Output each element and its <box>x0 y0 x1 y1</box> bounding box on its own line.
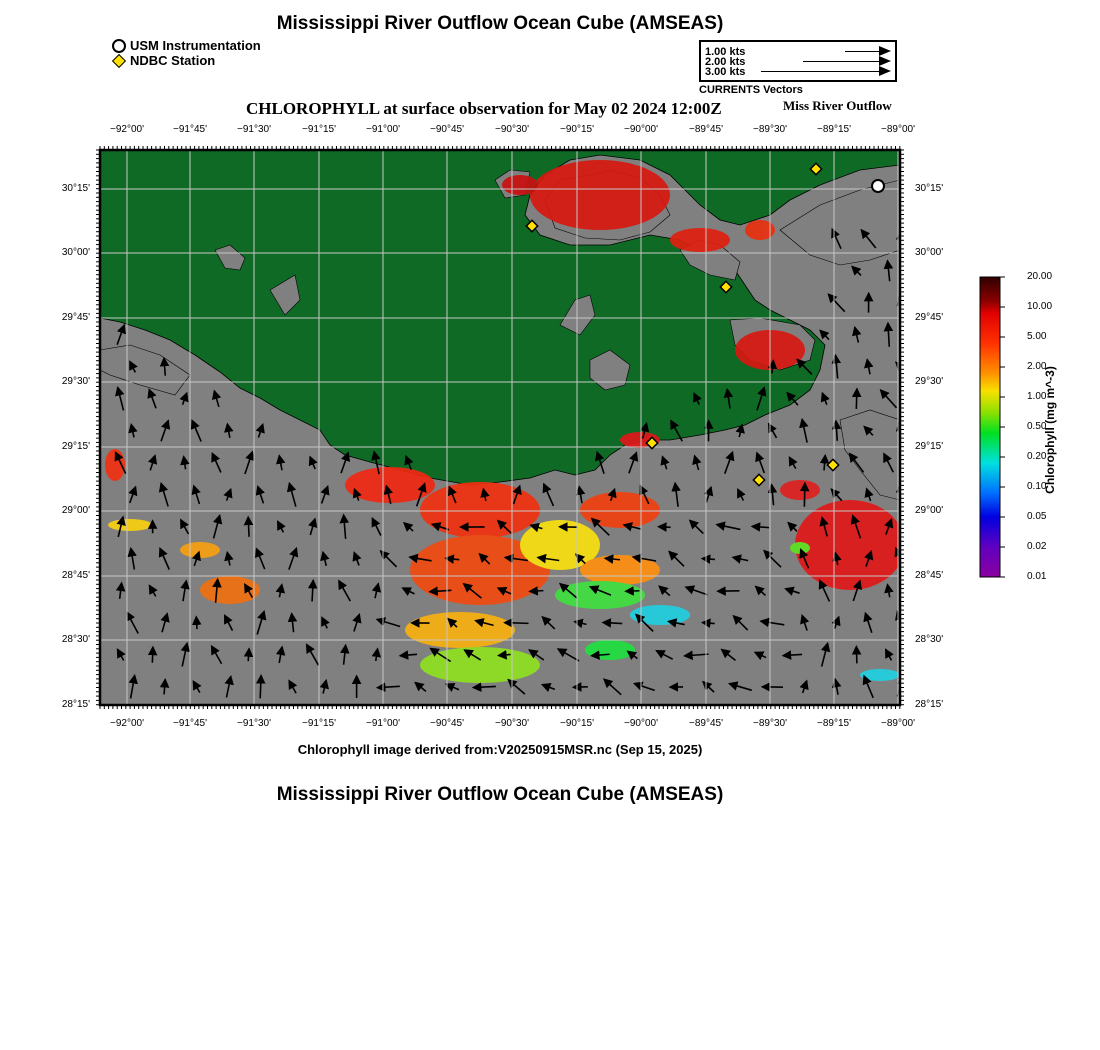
lon-tick-label: −89°00' <box>881 718 915 729</box>
second-title: Mississippi River Outflow Ocean Cube (AMSEAS) <box>276 784 724 805</box>
lat-tick-label: 29°15' <box>915 441 944 452</box>
colorbar-tick-label: 0.05 <box>1027 511 1047 522</box>
lat-tick-label: 30°00' <box>915 247 944 258</box>
lon-tick-label: −90°00' <box>624 124 658 135</box>
lat-tick-label: 29°45' <box>915 312 944 323</box>
colorbar-tick-label: 0.50 <box>1027 421 1047 432</box>
lon-tick-label: −92°00' <box>110 124 144 135</box>
lon-tick-label: −91°45' <box>173 718 207 729</box>
map-right-label: Miss River Outflow <box>783 98 892 113</box>
lat-tick-label: 28°45' <box>61 570 90 581</box>
lon-tick-label: −90°00' <box>624 718 658 729</box>
lat-tick-label: 28°15' <box>915 699 944 710</box>
lon-tick-label: −89°15' <box>817 718 851 729</box>
lon-tick-label: −89°45' <box>689 124 723 135</box>
image-source: Chlorophyll image derived from:V20250915MSR.nc (Sep 15, 2025) <box>297 742 703 757</box>
colorbar-tick-label: 10.00 <box>1027 301 1053 312</box>
lat-tick-label: 28°15' <box>61 699 90 710</box>
colorbar-tick-label: 0.01 <box>1027 571 1047 582</box>
lat-tick-label: 29°30' <box>915 376 944 387</box>
colorbar-tick-label: 20.00 <box>1027 271 1053 282</box>
lon-tick-label: −91°00' <box>366 124 400 135</box>
lon-tick-label: −91°15' <box>302 718 336 729</box>
vector-scale-2: 2.00 kts <box>705 56 746 68</box>
lon-tick-label: −91°45' <box>173 124 207 135</box>
lat-tick-label: 30°15' <box>61 183 90 194</box>
lat-tick-label: 28°30' <box>61 634 90 645</box>
lat-tick-label: 29°15' <box>61 441 90 452</box>
map-subtitle: CHLOROPHYLL at surface observation for May 02 2024 12:00Z <box>246 99 722 118</box>
lon-tick-label: −91°30' <box>237 124 271 135</box>
lon-tick-label: −90°15' <box>560 124 594 135</box>
usm-station[interactable] <box>872 180 884 192</box>
colorbar-tick-label: 2.00 <box>1027 361 1047 372</box>
lon-tick-label: −89°15' <box>817 124 851 135</box>
colorbar-tick-label: 5.00 <box>1027 331 1047 342</box>
vector-scale-3: 3.00 kts <box>705 66 746 78</box>
lat-tick-label: 29°45' <box>61 312 90 323</box>
lon-tick-label: −90°45' <box>430 124 464 135</box>
lon-tick-label: −91°15' <box>302 124 336 135</box>
lon-tick-label: −89°45' <box>689 718 723 729</box>
page-title: Mississippi River Outflow Ocean Cube (AMSEAS) <box>276 13 724 34</box>
colorbar-tick-label: 0.10 <box>1027 481 1047 492</box>
vector-scale-label: CURRENTS Vectors <box>699 84 803 96</box>
lon-tick-label: −91°00' <box>366 718 400 729</box>
lat-tick-label: 29°30' <box>61 376 90 387</box>
lon-tick-label: −89°30' <box>753 718 787 729</box>
lat-tick-label: 29°00' <box>61 505 90 516</box>
lon-tick-label: −90°30' <box>495 718 529 729</box>
lat-tick-label: 28°30' <box>915 634 944 645</box>
lon-tick-label: −90°15' <box>560 718 594 729</box>
colorbar <box>975 270 1005 585</box>
lat-tick-label: 29°00' <box>915 505 944 516</box>
lat-tick-label: 30°00' <box>61 247 90 258</box>
vector-scale-1: 1.00 kts <box>705 46 746 58</box>
lon-tick-label: −91°30' <box>237 718 271 729</box>
lat-tick-label: 30°15' <box>915 183 944 194</box>
lon-tick-label: −89°30' <box>753 124 787 135</box>
legend-ndbc-label: NDBC Station <box>130 53 216 68</box>
lat-tick-label: 28°45' <box>915 570 944 581</box>
colorbar-tick-label: 1.00 <box>1027 391 1047 402</box>
colorbar-tick-label: 0.20 <box>1027 451 1047 462</box>
lon-tick-label: −90°30' <box>495 124 529 135</box>
lon-tick-label: −89°00' <box>881 124 915 135</box>
colorbar-tick-label: 0.02 <box>1027 541 1047 552</box>
lon-tick-label: −90°45' <box>430 718 464 729</box>
lon-tick-label: −92°00' <box>110 718 144 729</box>
colorbar-title: Chlorophyll (mg m^-3) <box>1043 366 1057 494</box>
legend-usm-label: USM Instrumentation <box>130 38 261 53</box>
